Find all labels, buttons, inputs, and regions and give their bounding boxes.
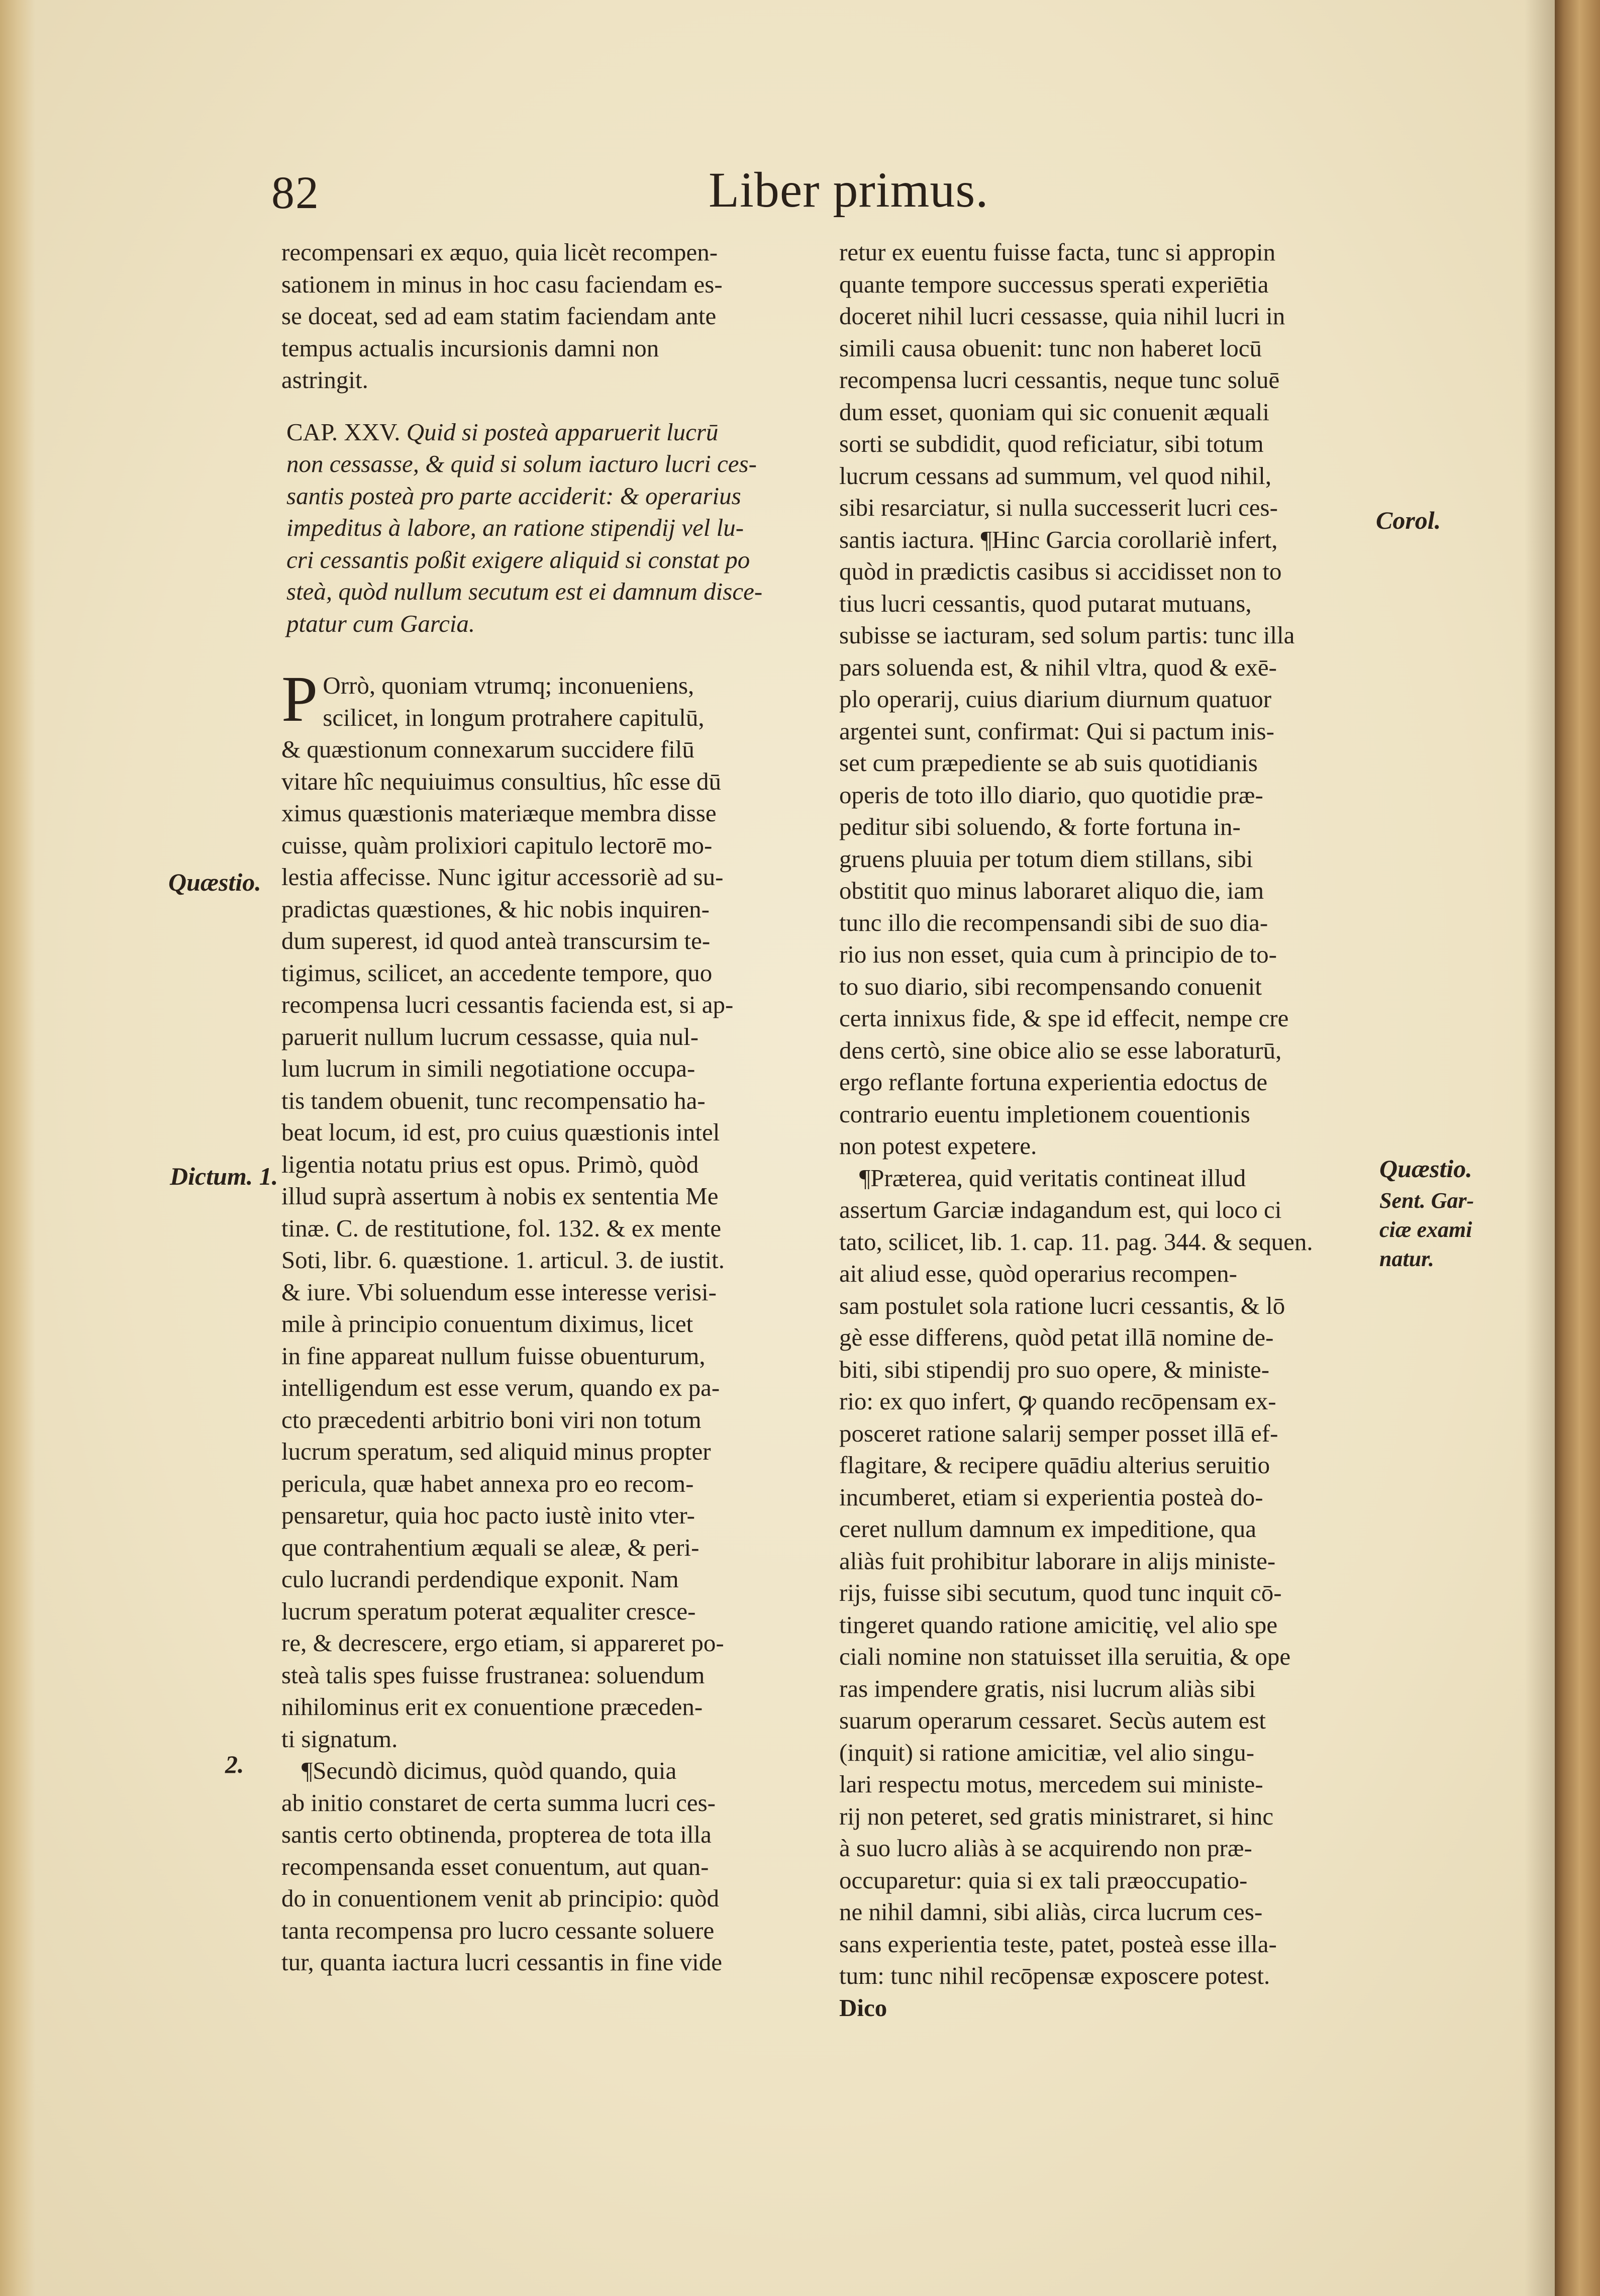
margin-note-quaestio: Quæstio. <box>168 868 261 896</box>
chapter-title: Quid si posteà apparuerit lucrū non cessasse, & quid si solum iacturo lucri ces- santis posteà pro parte acciderit: & operarius impeditus à labore, an ratione stipendij vel lu- cri cessantis poßit exigere aliquid si constat po steà, quòd nullum secutum est ei damnum disce- ptatur cum Garcia. <box>286 418 763 637</box>
book-binding-edge <box>1555 0 1600 2296</box>
margin-note-number-2: 2. <box>225 1750 244 1778</box>
paragraph-retur: retur ex euentu fuisse facta, tunc si appropin quante tempore successus sperati experiētia doceret nihil lucri cessasse, quia nihil lucri in simili causa obuenit: tunc non haberet locū recompensa lucri cessantis, neque tunc soluē dum esset, quoniam qui sic conuenit æquali sorti se subdidit, quod reficiatur, sibi totum lucrum cessans ad summum, vel quod nihil, sibi resarciatur, si nulla successerit lucri ces- santis iactura. ¶Hinc Garcia corollariè infert, quòd in prædictis casibus si accidisset non to tius lucri cessantis, quod putarat mutuans, subisse se iacturam, sed solum partis: tunc illa pars soluenda est, & nihil vltra, quod & exē- plo operarij, cuius diarium diurnum quatuor argentei sunt, confirmat: Qui si pactum inis- set cum præpediente se ab suis quotidianis operis de toto illo diario, quo quotidie præ- peditur sibi soluendo, & forte fortuna in- gruens pluuia per totum diem stillans, sibi obstitit quo minus laboraret aliquo die, iam tunc illo die recompensandi sibi de suo dia- rio ius non esset, quia cum à principio de to- to suo diario, sibi recompensando conuenit certa innixus fide, & spe id effecit, nempe cre dens certò, sine obice alio se esse laboraturū, ergo reflante fortuna experientia edoctus de contrario euentu impletionem couentionis non potest expetere. <box>839 238 1295 1160</box>
page-edge-shadow <box>1525 0 1555 2296</box>
margin-note-quaestio-right: Quæstio. <box>1379 1155 1472 1183</box>
catchword: Dico <box>839 1993 887 2022</box>
left-column <box>281 236 804 1978</box>
paragraph-secundo: ¶Secundò dicimus, quòd quando, quia ab initio constaret de certa summa lucri ces- santis certo obtinenda, propterea de tota illa recompensanda esset conuentum, aut quan- do in conuentionem venit ab principio: quòd tanta recompensa pro lucro cessante soluere tur, quanta iactura lucri cessantis in fine vide <box>281 1757 722 1976</box>
paragraph-porro <box>281 663 804 1755</box>
margin-note-dictum: Dictum. 1. <box>170 1162 278 1190</box>
running-head-title: Liber primus. <box>709 162 989 218</box>
chapter-label: CAP. XXV. <box>286 418 401 446</box>
page-gutter-left <box>0 0 35 2296</box>
paragraph-praeterea: ¶Præterea, quid veritatis contineat illud assertum Garciæ indagandum est, qui loco ci tato, scilicet, lib. 1. cap. 11. pag. 344. & sequen. ait aliud esse, quòd operarius recompen- sam postulet sola ratione lucri cessantis, & lō gè esse differens, quòd petat illā nomine de- biti, sibi stipendij pro suo opere, & ministe- rio: ex quo infert, ꝙ quando recōpensam ex- posceret ratione salarij semper posset illā ef- flagitare, & recipere quādiu alterius seruitio incumberet, etiam si experientia posteà do- ceret nullum damnum ex impeditione, qua aliàs fuit prohibitur laborare in alijs ministe- rijs, fuisse sibi secutum, quod tunc inquit cō- tingeret quando ratione amicitię, vel alio spe ciali nomine non statuisset illa seruitia, & ope ras impendere gratis, nisi lucrum aliàs sibi suarum operarum cessaret. Secùs autem est (inquit) si ratione amicitiæ, vel alio singu- lari respectu motus, mercedem sui ministe- rij non peteret, sed gratis ministraret, si hinc à suo lucro aliàs à se acquirendo non præ- occuparetur: quia si ex tali præoccupatio- ne nihil damni, sibi aliàs, circa lucrum ces- sans experientia teste, patet, posteà esse illa- tum: tunc nihil recōpensæ exposcere potest. <box>839 1164 1313 1989</box>
right-column <box>839 236 1372 2024</box>
page-number: 82 <box>271 167 320 218</box>
margin-note-corol: Corol. <box>1376 506 1441 534</box>
paragraph-text: Orrò, quoniam vtrumq; inconueniens, scilicet, in longum protrahere capitulū, & quæstionum connexarum succidere filū vitare hîc nequiuimus consultius, hîc esse dū ximus quæstionis materiæque membra disse cuisse, quàm prolixiori capitulo lectorē mo- lestia affecisse. Nunc igitur accessoriè ad su- pradictas quæstiones, & hic nobis inquiren- dum superest, id quod anteà transcursim te- tigimus, scilicet, an accedente tempore, quo recompensa lucri cessantis facienda est, si ap- paruerit nullum lucrum cessasse, quia nul- lum lucrum in simili negotiatione occupa- tis tandem obuenit, tunc recompensatio ha- beat locum, id est, pro cuius quæstionis intel ligentia notatu prius est opus. Primò, quòd illud suprà assertum à nobis ex sententia Me tinæ. C. de restitutione, fol. 132. & ex mente Soti, libr. 6. quæstione. 1. articul. 3. de iustit. & iure. Vbi soluendum esse interesse verisi- mile à principio conuentum diximus, licet in fine appareat nullum fuisse obuenturum, intelligendum est esse verum, quando ex pa- cto præcedenti arbitrio boni viri non totum lucrum speratum, sed aliquid minus propter pericula, quæ habet annexa pro eo recom- pensaretur, quia hoc pacto iustè inito vter- que contrahentium æquali se aleæ, & peri- culo lucrandi perdendique exponit. Nam lucrum speratum poterat æqualiter cresce- re, & decrescere, ergo etiam, si appareret po- steà talis spes fuisse frustranea: soluendum nihilominus erit ex conuentione præceden- ti signatum. <box>281 672 734 1753</box>
drop-capital: P <box>281 663 318 735</box>
running-header <box>271 161 1372 241</box>
continuation-paragraph: recompensari ex æquo, quia licèt recompen- sationem in minus in hoc casu faciendam es- se doceat, sed ad eam statim faciendam ante tempus actualis incursionis damni non astringit. <box>281 238 723 394</box>
margin-note-sent-garciae: Sent. Gar- ciæ exami natur. <box>1379 1188 1474 1271</box>
chapter-heading <box>281 416 804 640</box>
